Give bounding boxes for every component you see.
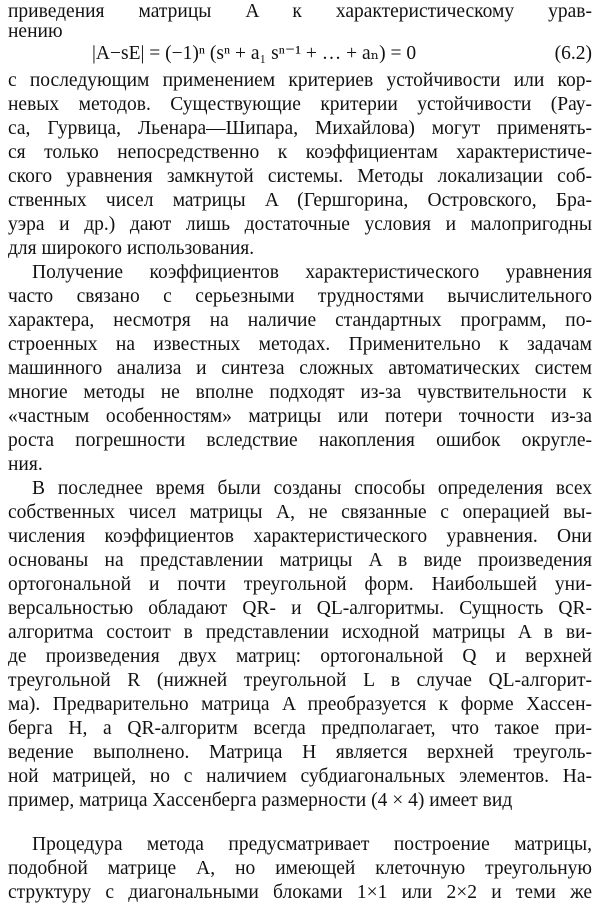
equation-number-6-2: (6.2) bbox=[554, 43, 592, 64]
text-line: ского уравнения замкнутой системы. Методы локализации соб- bbox=[8, 166, 592, 187]
text-line: многие методы не вполне подходят из-за чувствительности к bbox=[8, 382, 592, 403]
text-line: невых методов. Существующие критерии устойчивости (Рау- bbox=[8, 94, 592, 115]
text-line: пример, матрица Хассенберга размерности (4 × 4) имеет вид bbox=[8, 790, 513, 811]
text-line: роста погрешности вследствие накопления ошибок округле- bbox=[8, 430, 592, 451]
text-line: Получение коэффициентов характеристического уравнения bbox=[32, 262, 592, 283]
text-line: с последующим применением критериев устойчивости или кор- bbox=[8, 70, 592, 91]
text-line: алгоритма состоит в представлении исходной матрицы A в ви- bbox=[8, 622, 592, 643]
text-line: собственных чисел матрицы A, не связанные с операцией вы- bbox=[8, 502, 592, 523]
text-line: характера, несмотря на наличие стандартных программ, по- bbox=[8, 310, 592, 331]
text-line: основаны на представлении матрицы A в виде произведения bbox=[8, 550, 592, 571]
text-line: В последнее время были созданы способы определения всех bbox=[32, 478, 592, 499]
text-line: для широкого использования. bbox=[8, 238, 255, 259]
text-line: нению bbox=[8, 21, 63, 42]
text-line: версальностью обладают QR- и QL-алгоритмы. Сущность QR- bbox=[8, 598, 592, 619]
text-line: берга H, а QR-алгоритм всегда предполагает, что такое при- bbox=[8, 718, 592, 739]
text-line: числения коэффициентов характеристического уравнения. Они bbox=[8, 526, 592, 547]
text-line: структуру с диагональными блоками 1×1 или 2×2 и теми же bbox=[8, 882, 592, 903]
text-line: де произведения двух матриц: ортогональной Q и верхней bbox=[8, 646, 592, 667]
text-line: ведение выполнено. Матрица H является верхней треуголь- bbox=[8, 742, 592, 763]
text-line: ма). Предварительно матрица A преобразуется к форме Хассен- bbox=[8, 694, 592, 715]
text-line: треугольной R (нижней треугольной L в случае QL-алгорит- bbox=[8, 670, 592, 691]
text-line: ной матрицей, но с наличием субдиагональных элементов. На- bbox=[8, 766, 592, 787]
text-line: приведения матрицы A к характеристическому урав- bbox=[8, 1, 592, 22]
text-line: часто связано с серьезными трудностями вычислительного bbox=[8, 286, 592, 307]
text-line: подобной матрице A, но имеющей клеточную треугольную bbox=[8, 858, 592, 879]
text-line: строенных на известных методах. Применительно к задачам bbox=[8, 334, 592, 355]
text-line: машинного анализа и синтеза сложных автоматических систем bbox=[8, 358, 592, 379]
text-line: са, Гурвица, Льенара—Шипара, Михайлова) могут применять- bbox=[8, 118, 592, 139]
text-line: ния. bbox=[8, 454, 43, 475]
text-line: уэра и др.) дают лишь достаточные условия и малопригодны bbox=[8, 214, 592, 235]
text-line: Процедура метода предусматривает построение матрицы, bbox=[32, 834, 592, 855]
text-line: ся только непосредственно к коэффициентам характеристиче- bbox=[8, 142, 592, 163]
equation-6-2: |A−sE| = (−1)ⁿ (sⁿ + a₁ sⁿ⁻¹ + … + aₙ) = 0 bbox=[92, 43, 417, 64]
text-line: «частным особенностям» матрицы или потери точности из-за bbox=[8, 406, 592, 427]
text-line: ортогональной и почти треугольной форм. Наибольшей уни- bbox=[8, 574, 592, 595]
text-line: ственных чисел матрицы A (Гершгорина, Островского, Бра- bbox=[8, 190, 592, 211]
